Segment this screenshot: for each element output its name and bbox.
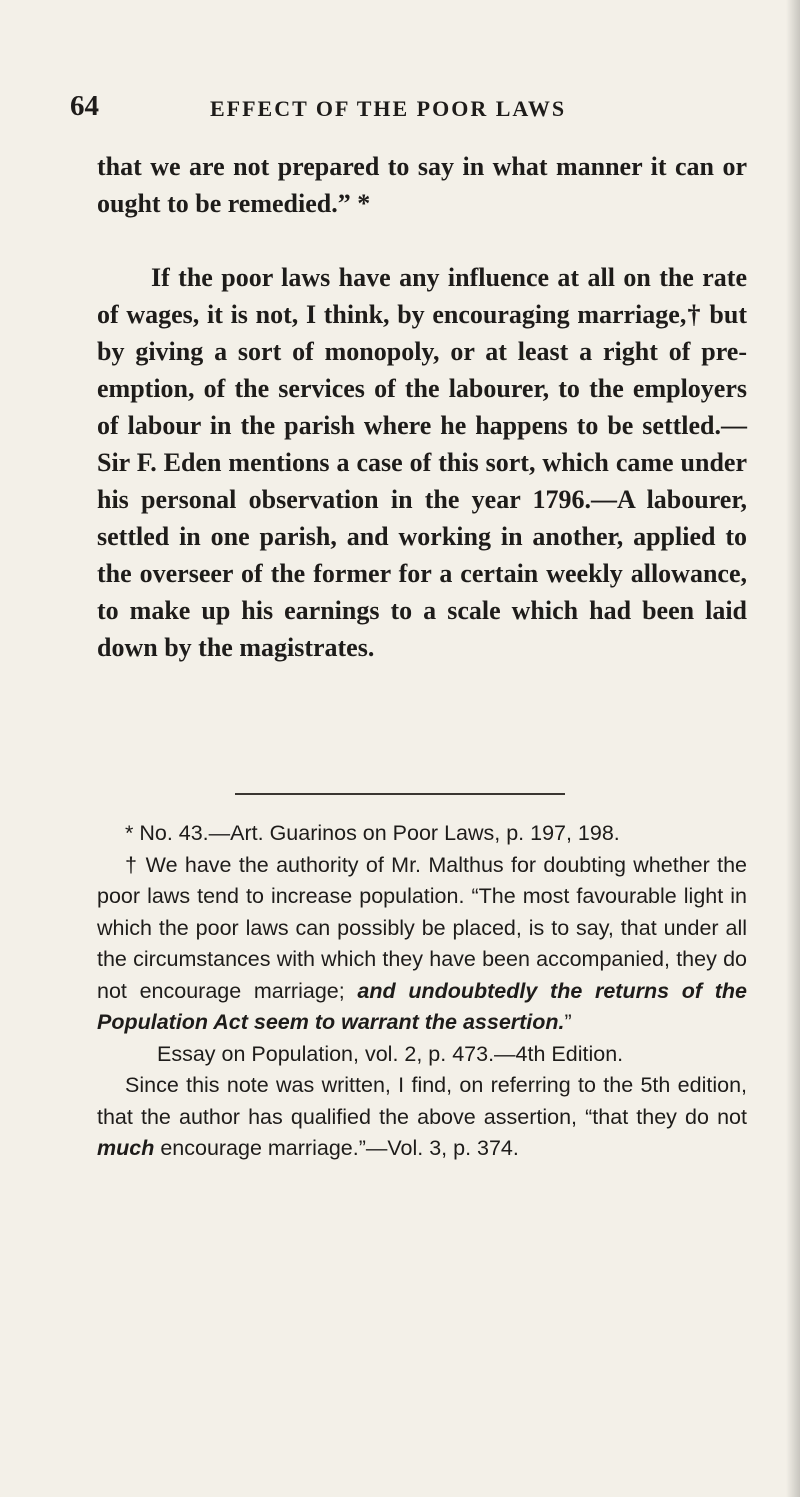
page-number: 64 [70,90,99,122]
footnote-dagger-text: † We have the authority of Mr. Malthus for doubting whether the poor laws tend to increase population. “The most favourable light in which the poor laws can possibly be placed, is to say, that under all the circumstances with which they have been accompanied, they do not encourage marriage; [97,852,747,1003]
footnote-dagger-source: Essay on Population, vol. 2, p. 473.—4th Edition. [157,1041,624,1066]
footnote-asterisk: * No. 43.—Art. Guarinos on Poor Laws, p. 197, 198. [125,821,620,845]
running-head: EFFECT OF THE POOR LAWS [210,96,567,121]
footnotes [97,818,747,1165]
page-header [70,90,690,130]
footnote-dagger-italic: and undoubtedly the returns of the Population Act seem to warrant the assertion. [97,978,748,1034]
footnote-divider [235,793,565,795]
footnote-addendum-text: Since this note was written, I find, on referring to the 5th edition, that the author has qualified the above assertion, “that they do not [97,1073,747,1129]
footnote-addendum-tail: encourage marriage.”—Vol. 3, p. 374. [154,1136,519,1160]
footnote-addendum [97,1070,747,1165]
footnote-dagger-close: ” [564,1010,572,1034]
page-edge-shadow [786,0,800,1497]
paragraph-continued: that we are not prepared to say in what manner it can or ought to be remedied.” * [97,152,747,218]
footnote-dagger [97,850,747,1039]
footnote-addendum-italic: much [97,1136,155,1160]
body-text [97,148,747,666]
paragraph-poor-laws-wages: If the poor laws have any influence at all on the rate of wages, it is not, I think, by encouraging marriage,† but by giving a sort of monopoly, or at least a right of pre-emption, of the services of the labourer, to the employers of labour in the parish where he happens to be settled.—Sir F. Eden mentions a case of this sort, which came under his personal observation in the year 1796.—A labourer, settled in one parish, and working in another, applied to the overseer of the former for a certain weekly allowance, to make up his earnings to a scale which had been laid down by the magistrates. [97,263,747,662]
